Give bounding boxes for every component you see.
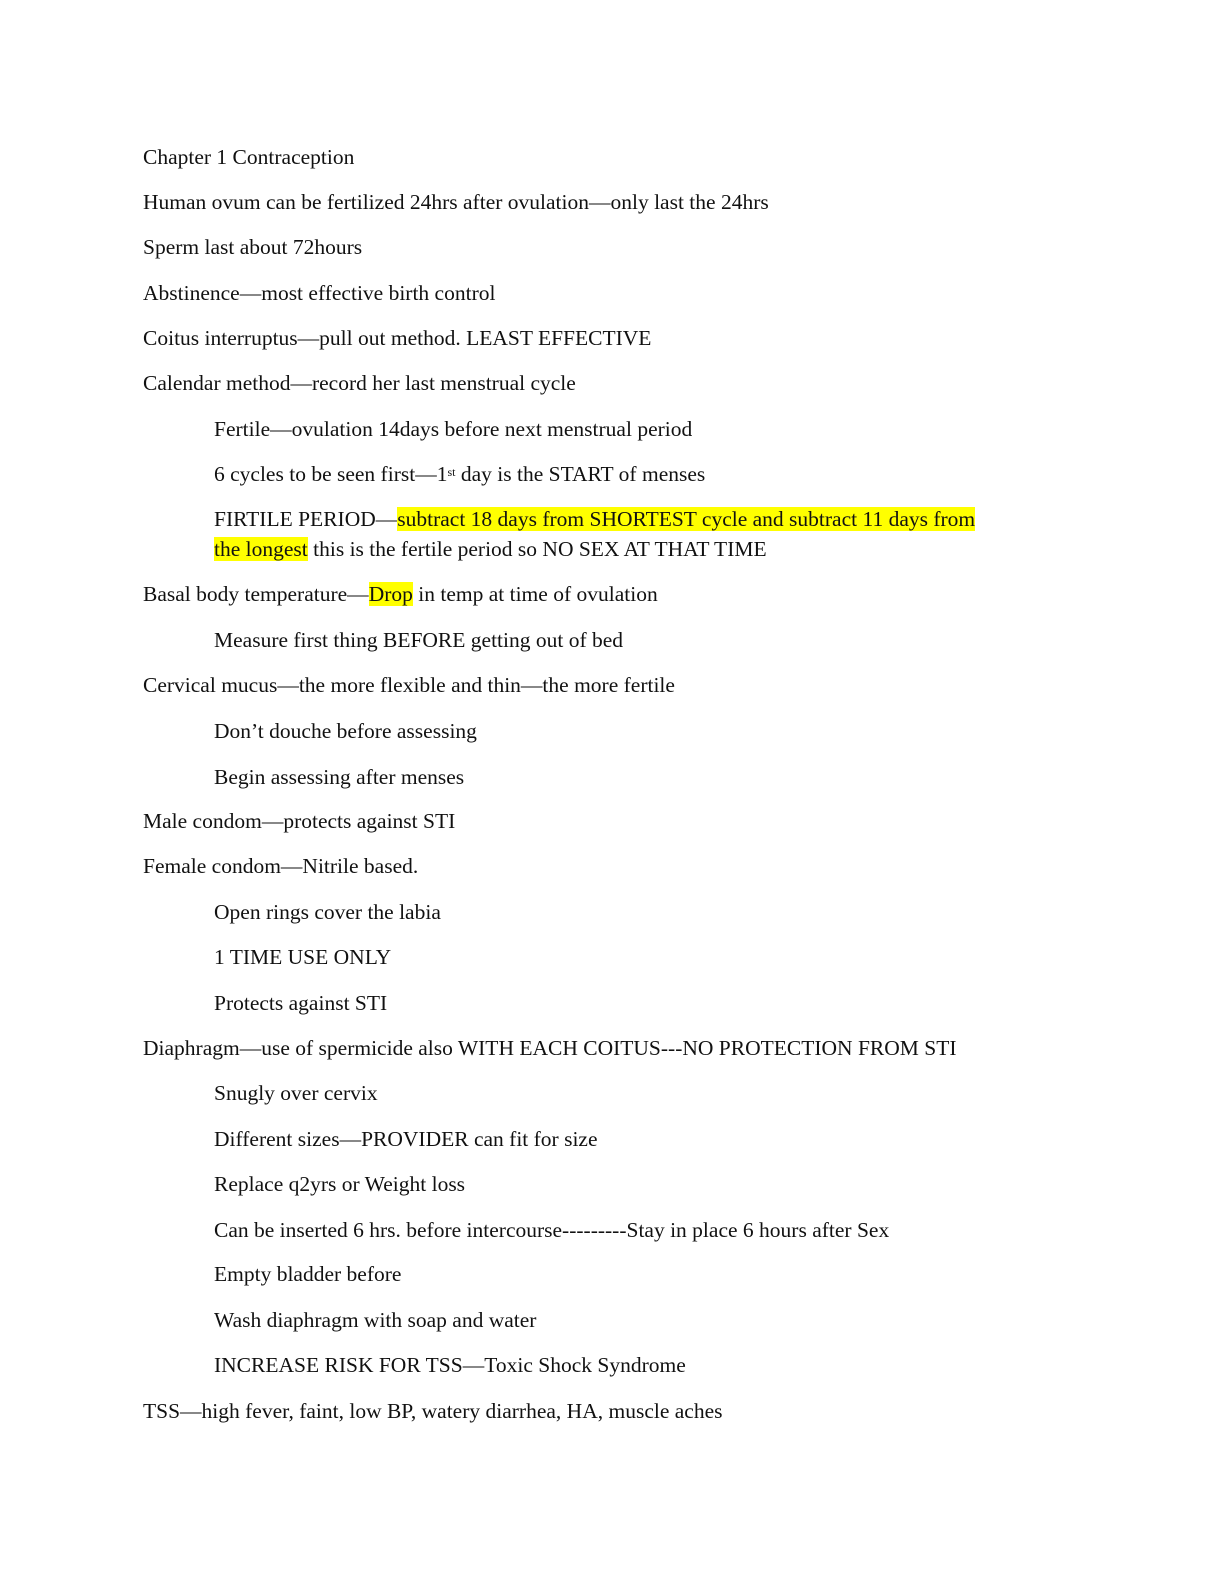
sub-note-line: Empty bladder before <box>214 1262 402 1286</box>
sub-note-line-continued <box>214 534 767 564</box>
note-line <box>143 579 658 609</box>
chapter-title: Chapter 1 Contraception <box>143 145 355 169</box>
sub-note-line: INCREASE RISK FOR TSS—Toxic Shock Syndrome <box>214 1353 686 1377</box>
note-line: Cervical mucus—the more flexible and thin—the more fertile <box>143 673 675 697</box>
superscript: st <box>447 465 456 479</box>
highlighted-text: subtract 18 days from SHORTEST cycle and subtract 11 days from <box>397 507 976 531</box>
sub-note-line: Protects against STI <box>214 991 388 1015</box>
sub-note-line: Different sizes—PROVIDER can fit for size <box>214 1127 598 1151</box>
note-line: Sperm last about 72hours <box>143 235 363 259</box>
sub-note-line: Begin assessing after menses <box>214 765 465 789</box>
sub-note-line: Fertile—ovulation 14days before next menstrual period <box>214 417 693 441</box>
text-segment: in temp at time of ovulation <box>412 582 658 606</box>
sub-note-line <box>214 504 975 534</box>
note-line: Coitus interruptus—pull out method. LEAST EFFECTIVE <box>143 326 652 350</box>
note-line: Human ovum can be fertilized 24hrs after ovulation—only last the 24hrs <box>143 190 769 214</box>
text-segment: day is the START of menses <box>455 462 706 486</box>
sub-note-line <box>214 459 705 489</box>
note-line: Diaphragm—use of spermicide also WITH EACH COITUS---NO PROTECTION FROM STI <box>143 1036 957 1060</box>
note-line: TSS—high fever, faint, low BP, watery diarrhea, HA, muscle aches <box>143 1399 723 1423</box>
sub-note-line: Don’t douche before assessing <box>214 719 477 743</box>
highlighted-text: Drop <box>368 582 413 606</box>
sub-note-line: Open rings cover the labia <box>214 900 441 924</box>
highlighted-text: the longest <box>214 537 308 561</box>
sub-note-line: Replace q2yrs or Weight loss <box>214 1172 466 1196</box>
sub-note-line: 1 TIME USE ONLY <box>214 945 392 969</box>
note-line: Male condom—protects against STI <box>143 809 456 833</box>
sub-note-line: Can be inserted 6 hrs. before intercourse---------Stay in place 6 hours after Sex <box>214 1218 890 1242</box>
note-line: Female condom—Nitrile based. <box>143 854 419 878</box>
sub-note-line: Wash diaphragm with soap and water <box>214 1308 537 1332</box>
note-line: Calendar method—record her last menstrual cycle <box>143 371 576 395</box>
text-segment: 6 cycles to be seen first—1 <box>214 462 448 486</box>
sub-note-line: Measure first thing BEFORE getting out of bed <box>214 628 624 652</box>
note-line: Abstinence—most effective birth control <box>143 281 496 305</box>
text-segment: this is the fertile period so NO SEX AT THAT TIME <box>307 537 767 561</box>
sub-note-line: Snugly over cervix <box>214 1081 378 1105</box>
text-segment: FIRTILE PERIOD— <box>214 507 398 531</box>
text-segment: Basal body temperature— <box>143 582 369 606</box>
